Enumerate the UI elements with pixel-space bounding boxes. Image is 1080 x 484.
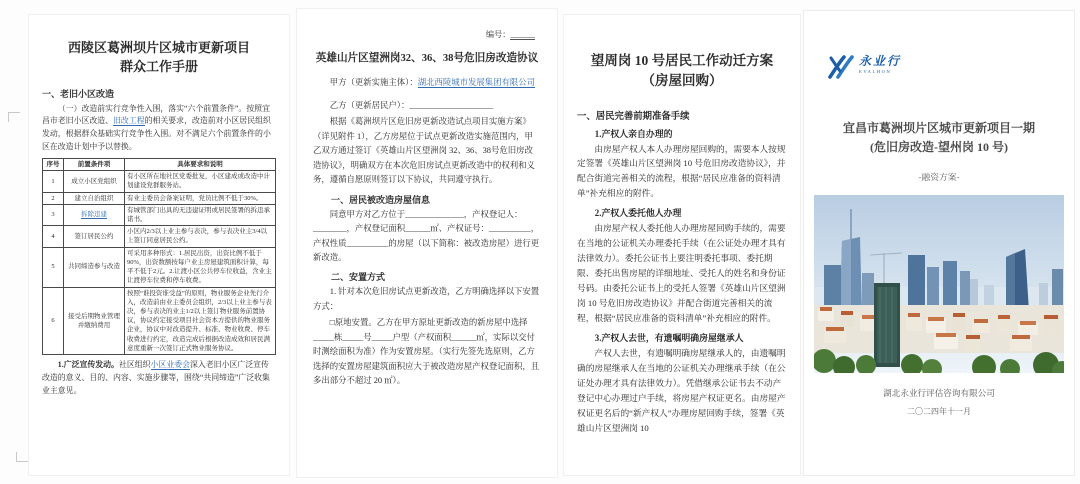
party-b-blank: ____________________	[409, 101, 494, 111]
paragraph	[42, 359, 276, 397]
cell-item: 共同缔造参与改造	[64, 247, 125, 287]
paragraph-checkbox-option: □原地安置。乙方在甲方原址更新改造的新房屋中选择_____栋_____号_____户型（产权面积______㎡，实际以交付时测绘面积为准）作为安置房屋。（实行先签先选原则，乙方选择的安置房屋建筑面积应大于被改造房屋产权登记面积，且多出部分不超过 20 ㎡）。	[313, 318, 540, 386]
company-name: 湖北永业行评估咨询有限公司	[883, 388, 995, 399]
cell-desc: 小区内2/3以上业主参与表决，参与表决业主3/4以上签订同意居民公约。	[125, 226, 276, 247]
page-title: 英雄山片区望洲岗32、36、38号危旧房改造协议	[315, 53, 539, 64]
section-heading: 一、居民被改造房屋信息	[331, 194, 431, 205]
cell-item: 成立小区党组织	[64, 171, 125, 192]
cell-num: 6	[43, 287, 64, 355]
cell-num: 3	[43, 204, 64, 225]
paragraph-text: （一）改造前实行竞争性入围，落实“六个前置条件”。按照宜昌市老旧小区改造、	[42, 103, 270, 126]
table-row	[43, 287, 276, 355]
cell-num: 1	[43, 171, 64, 192]
party-a-line	[313, 76, 541, 90]
page-title	[577, 51, 787, 92]
doc-number-blank: ______	[510, 30, 535, 39]
cell-item: 建立自治组织	[64, 192, 125, 204]
handbook-title-line1: 西陵区葛洲坝片区城市更新项目	[67, 40, 250, 55]
link-demolish-illegal[interactable]: 拆除违建	[81, 211, 107, 219]
paragraph	[42, 103, 276, 154]
cell-num: 5	[43, 247, 64, 287]
preconditions-table	[42, 158, 276, 355]
cell-desc: 有业主委员会备案证明，党员比例不低于30%。	[125, 192, 276, 204]
table-row	[43, 192, 276, 204]
paragraph: 产权人去世，有遗嘱明确房屋继承人的，由遗嘱明确的房屋继承人在当地的公证机关办理继承手续（在公证处办理才具有法律效力）。凭借继承公证书去不动产登记中心办理过户手续，将房屋产权证更名。由房屋产权证更名后的“新产权人”办理房屋回购手续，签署《英雄山片区望洲岗 10	[577, 348, 786, 433]
paragraph: 根据《葛洲坝片区危旧房更新改造试点项目实施方案》（详见附件 1），乙方房屋位于试点更新改造实施范围内，甲乙双方通过签订《英雄山片区望洲岗 32、36、38号危旧房改造协议》，明确双方在本次危旧房试点更新改造中的权利和义务，遵循自愿原则签订以下协议，共同遵守执行。	[313, 117, 535, 185]
party-b-line	[313, 99, 541, 113]
logo-text-cn: 永业行	[859, 54, 902, 68]
logo-text-en: EVALHON	[859, 69, 892, 74]
section-heading: 一、居民完善前期准备手续	[577, 111, 690, 122]
paragraph-text: 深入老旧小区广泛宣传改造的意义、目的、内容、实施步骤等，围绕“共同缔造”广泛收集业主意见。	[42, 360, 270, 395]
table-row	[43, 226, 276, 247]
table-row	[43, 171, 276, 192]
page-relocation-plan	[563, 14, 801, 476]
paragraph: 由房屋产权人本人办理房屋回购的，需要本人按规定签署《英雄山片区望洲岗 10 号危旧房改造协议》，并配合街道完善相关的流程，根据“居民应准备的资料清单”补充相应的附件。	[577, 143, 786, 199]
col-header-item: 前置条件项	[64, 158, 125, 170]
party-a-value: 湖北西陵城市发展集团有限公司	[417, 77, 535, 87]
paragraph: 由房屋产权人委托他人办理房屋回购手续的，需要在当地的公证机关办理委托手续（在公证处办理才具有法律效力）。委托公证书上要注明委托事项、委托期限、委托出售房屋的详细地址、受托人的姓名和身份证号码。由委托公证书上的受托人签署《英雄山片区望洲岗 10 号危旧房改造协议》并配合街道完善相关的流程，根据“居民应准备的资料清单”补充相应的附件。	[577, 223, 786, 324]
table-header-row	[43, 158, 276, 170]
sub-heading: 3.产权人去世，有遗嘱明确房屋继承人	[594, 333, 744, 344]
cover-subtitle: -融资方案-	[918, 172, 960, 183]
paragraph-lead: 1.广泛宣传发动。	[57, 360, 119, 370]
sub-heading: 1.产权人亲自办理的	[594, 128, 673, 139]
col-header-desc: 具体要求和说明	[125, 158, 276, 170]
link-owners-committee[interactable]: 小区业委会	[150, 360, 190, 370]
cell-item: 签订居民公约	[64, 226, 125, 247]
page-handbook	[28, 14, 290, 476]
party-b-label: 乙方（更新居民户）：	[329, 101, 410, 111]
section-heading: 一、老旧小区改造	[42, 88, 115, 99]
col-header-num: 序号	[43, 158, 64, 170]
crop-mark	[16, 452, 28, 462]
paragraph: 同意甲方对乙方位于______________，产权登记人：________，产权登记面积______㎡、产权证号：__________，产权性质__________的房屋（以下简称：被改造房屋）进行更新改造。	[313, 209, 540, 263]
page-agreement	[296, 8, 558, 478]
table-row	[43, 247, 276, 287]
plan-title-line1: 望周岗 10 号居民工作动迁方案	[590, 53, 774, 68]
logo-mark-icon	[828, 55, 854, 79]
plan-title-line2: （房屋回购）	[641, 73, 723, 89]
cell-desc: 可采用多种形式：1.居民出资，出资比例不低于90%，出资数额按每户业主房屋建筑面积计算，每平不低于2元。2.让渡小区公共停车位收益，含业主让渡停车位费和停车收费。	[125, 247, 276, 287]
paragraph-text: 社区组织	[118, 360, 151, 370]
doc-number	[313, 29, 535, 40]
page-financing-cover	[803, 10, 1075, 476]
cell-desc: 按照“谁投资谁受益”的原则，物业服务企业先行介入，改造前由业主委员会组织，2/3以上业主参与表决，参与表决的业主1/2以上签订物业服务前置协议，协议约定接受项目社会资本方提供的物业服务企业，协议中对改造提升、标准、物业收费、停车收费进行约定，改造完成后根据改造成效和居民满意度重新一次签订正式物业服务协议。	[125, 287, 276, 355]
link-renovation-project[interactable]: 旧改工程	[113, 116, 145, 126]
cell-desc: 有小区所在地社区党委批复，小区建成或改造中计划建设党群服务站。	[125, 171, 276, 192]
cover-title-line2: (危旧房改造-望州岗 10 号)	[870, 139, 1008, 154]
company-logo	[828, 55, 1074, 79]
report-date: 二〇二四年十一月	[907, 407, 971, 417]
cover-title	[804, 119, 1074, 156]
city-skyline-image	[814, 195, 1064, 373]
cover-title-line1: 宜昌市葛洲坝片区城市更新项目一期	[842, 121, 1035, 135]
section-heading: 二、安置方式	[331, 272, 386, 283]
crop-mark	[8, 112, 20, 122]
paragraph: 1. 针对本次危旧房试点更新改造，乙方明确选择以下安置方式：	[313, 287, 540, 311]
cell-desc: 有城管部门出具的无违建证明或居民签署的拆违承诺书。	[125, 204, 276, 225]
cell-item: 接受后期物业管理并缴纳费用	[64, 287, 125, 355]
sub-heading: 2.产权人委托他人办理	[594, 208, 682, 219]
handbook-title-line2: 群众工作手册	[119, 58, 198, 74]
table-row	[43, 204, 276, 225]
cell-num: 4	[43, 226, 64, 247]
page-title	[42, 39, 276, 77]
cell-num: 2	[43, 192, 64, 204]
party-a-label: 甲方（更新实施主体）：	[329, 77, 418, 87]
doc-number-label: 编号：	[485, 30, 511, 39]
paragraph-text: 的相关要求，改造前对小区居民组织发动，根据群众基础实行竞争性入围。对不满足六个前置条件的小区在改造计划中予以替换。	[42, 116, 271, 152]
